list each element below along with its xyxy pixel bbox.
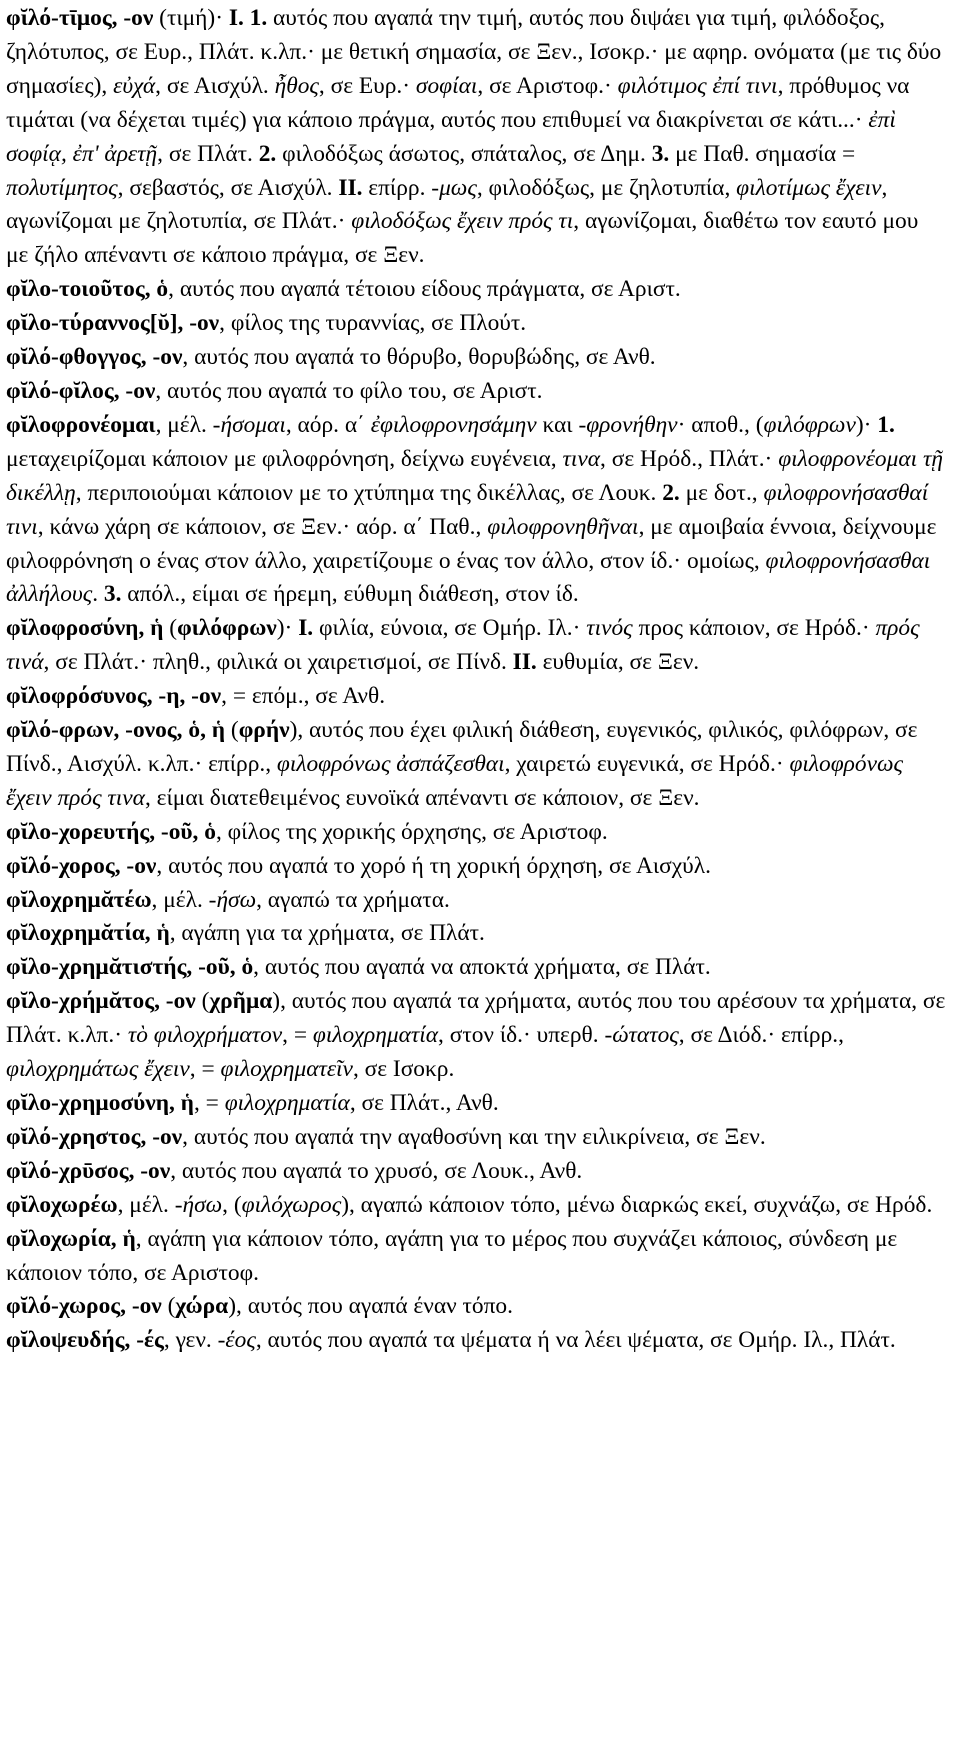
definition-text: , σε Διόδ.· επίρρ., <box>678 1022 844 1049</box>
headword-text: φῐλό-χωρος, -ον <box>6 1293 162 1320</box>
headword-text: φῐλό-φῐλος, -ον <box>6 377 156 404</box>
headword-text: φῐλοχρημᾰτέω <box>6 886 152 913</box>
headword-text: I. 1. <box>228 5 268 31</box>
definition-text: , = <box>189 1056 221 1083</box>
definition-text: . <box>92 581 104 608</box>
italic-text: -ώτατος <box>604 1022 679 1049</box>
headword-text: φῐλοχρημᾰτία, ἡ <box>6 920 170 947</box>
headword-text: φῐλοφρόσυνος, -η, -ον <box>6 683 222 710</box>
dictionary-entry <box>6 1155 946 1189</box>
definition-text: , κάνω χάρη σε κάποιον, σε Ξεν.· αόρ. α΄ Παθ., <box>37 513 488 540</box>
definition-text: , φιλοδόξως, με ζηλοτυπία, <box>476 174 737 201</box>
headword-text: φῐλοφρονέομαι <box>6 411 156 438</box>
definition-text: , ( <box>222 1191 242 1218</box>
definition-text: , σεβαστός, σε Αισχύλ. <box>117 174 339 201</box>
definition-text: , πρόθυμος να τιμάται (να δέχεται τιμές) για κάποιο πράγμα, αυτός που επιθυμεί να διακρίνεται σε κάτι...· <box>6 72 910 133</box>
dictionary-entry <box>6 1223 946 1291</box>
definition-text: , = <box>193 1090 225 1116</box>
definition-text: , σε Ευρ.· <box>318 72 416 99</box>
italic-text: -έος <box>217 1327 256 1354</box>
dictionary-entry <box>6 375 946 409</box>
definition-text: (τιμή)· <box>153 5 229 31</box>
dictionary-entry <box>6 917 946 951</box>
definition-text: , αυτός που αγαπά τα ψέματα ή να λέει ψέματα, σε Ομήρ. Ιλ., Πλάτ. <box>255 1327 896 1354</box>
definition-text: , μέλ. <box>151 886 209 913</box>
italic-text: φιλοφρονήσασθαί τινι <box>6 479 929 540</box>
dictionary-entry <box>6 680 946 714</box>
headword-text: 3. <box>651 140 670 167</box>
italic-text: ἦθος <box>274 72 319 99</box>
definition-text: και <box>536 411 579 438</box>
dictionary-entry <box>6 1087 946 1121</box>
definition-text: , φίλος της χορικής όρχησης, σε Αριστοφ. <box>215 818 608 845</box>
definition-text: , γεν. <box>163 1327 218 1354</box>
headword-text: χρῆμα <box>209 988 273 1015</box>
italic-text: -ήσω <box>208 886 257 913</box>
dictionary-entry <box>6 985 946 1087</box>
italic-text: φιλοδόξως ἔχειν πρός τι <box>351 208 574 235</box>
definition-text: ( <box>195 988 210 1015</box>
italic-text: -φρονήθην <box>578 411 678 438</box>
headword-text: φρήν <box>238 717 290 744</box>
headword-text: φῐλο-τοιοῦτος, ὁ <box>6 276 169 303</box>
dictionary-entry <box>6 612 946 680</box>
definition-text: , αγάπη για τα χρήματα, σε Πλάτ. <box>169 920 485 947</box>
italic-text: φιλοχρηματεῖν <box>220 1056 353 1083</box>
italic-text: τινός <box>586 615 633 642</box>
dictionary-entry <box>6 951 946 985</box>
dictionary-entry <box>6 1290 946 1324</box>
dictionary-entry <box>6 1189 946 1223</box>
definition-text: απόλ., είμαι σε ήρεμη, εύθυμη διάθεση, στον ίδ. <box>121 581 579 608</box>
definition-text: , σε Πλάτ.· πληθ., φιλικά οι χαιρετισμοί, σε Πίνδ. <box>43 649 513 676</box>
definition-text: , αυτός που αγαπά την αγαθοσύνη και την ειλικρίνεια, σε Ξεν. <box>182 1123 766 1150</box>
definition-text: , χαιρετώ ευγενικά, σε Ηρόδ.· <box>504 750 790 777</box>
definition-text: προς κάποιον, σε Ηρόδ.· <box>632 615 876 642</box>
definition-text: φιλία, εύνοια, σε Ομήρ. Ιλ.· <box>313 615 587 642</box>
headword-text: φῐλό-φθογγος, -ον <box>6 344 183 371</box>
headword-text: φῐλο-χρημᾰτιστής, -οῦ, ὁ <box>6 954 254 981</box>
headword-text: φῐλό-χρῡσος, -ον <box>6 1157 171 1184</box>
italic-text: φιλοφρονήσασθαι ἀλλήλους <box>6 547 931 608</box>
italic-text: φιλοφρονηθῆναι <box>487 513 639 540</box>
definition-text: , με αμοιβαία έννοια, δείχνουμε φιλοφρόνηση ο ένας στον άλλο, χαιρετίζουμε ο ένας τον άλλο, στον ίδ.· ομοίως, <box>6 513 937 574</box>
italic-text: σοφίαι <box>415 72 478 99</box>
headword-text: φῐλο-χορευτής, -οῦ, ὁ <box>6 818 216 845</box>
dictionary-entry <box>6 816 946 850</box>
headword-text: 2. <box>662 479 680 506</box>
definition-text: )· <box>855 411 878 438</box>
headword-text: 3. <box>103 581 122 608</box>
italic-text: φιλόφρων <box>763 411 856 438</box>
definition-text: , μέλ. <box>117 1191 175 1218</box>
italic-text: φιλοχρημάτως ἔχειν <box>6 1056 190 1083</box>
headword-text: φῐλοψευδής, -ές <box>6 1327 164 1354</box>
definition-text: , αυτός που αγαπά το θόρυβο, θορυβώδης, σε Ανθ. <box>182 344 656 371</box>
definition-text: , αυτός που αγαπά τέτοιου είδους πράγματα, σε Αριστ. <box>168 276 681 303</box>
italic-text: -μως <box>431 174 477 201</box>
italic-text: τὸ φιλοχρήματον <box>127 1022 283 1049</box>
italic-text: εὐχά <box>113 72 156 99</box>
italic-text: ἐφιλοφρονησάμην <box>370 411 537 438</box>
definition-text: ), αγαπώ κάποιον τόπο, μένω διαρκώς εκεί, συχνάζω, σε Ηρόδ. <box>341 1191 933 1218</box>
definition-text: , στον ίδ.· υπερθ. <box>438 1022 605 1049</box>
definition-text: , αυτός που αγαπά το χορό ή τη χορική όρχηση, σε Αισχύλ. <box>156 852 711 879</box>
definition-text: μεταχειρίζομαι κάποιον με φιλοφρόνηση, δείχνω ευγένεια, <box>6 445 563 472</box>
definition-text: , αυτός που αγαπά να αποκτά χρήματα, σε Πλάτ. <box>253 954 711 981</box>
definition-text: , αγωνίζομαι με ζηλοτυπία, σε Πλάτ.· <box>6 174 888 235</box>
dictionary-entry <box>6 2 946 273</box>
italic-text: ἐπὶ σοφίᾳ, ἐπ' ἀρετῇ <box>6 106 896 167</box>
dictionary-entry <box>6 714 946 816</box>
italic-text: φιλοτίμως ἔχειν <box>736 174 882 201</box>
italic-text: φιλοχρηματία <box>312 1022 439 1049</box>
headword-text: I. <box>298 615 314 642</box>
headword-text: χώρα <box>175 1293 229 1320</box>
dictionary-entry <box>6 1324 946 1358</box>
headword-text: φῐλοχωρία, ἡ <box>6 1225 136 1252</box>
italic-text: -ήσω <box>174 1191 223 1218</box>
definition-text: ευθυμία, σε Ξεν. <box>536 649 700 676</box>
headword-text: φῐλο-τύραννος[ῠ], -ον <box>6 310 220 337</box>
headword-text: φῐλοχωρέω <box>6 1191 118 1218</box>
definition-text: αυτός που αγαπά την τιμή, αυτός που διψάει για τιμή, φιλόδοξος, ζηλότυπος, σε Ευρ., Πλάτ. κ.λπ.· με θετική σημασία, σε Ξεν., Ισοκρ.· με αφηρ. ονόματα (με τις δύο σημασίες), <box>6 5 942 99</box>
headword-text: φῐλο-χρήμᾰτος, -ον <box>6 988 196 1015</box>
definition-text: επίρρ. <box>362 174 432 201</box>
dictionary-entry <box>6 273 946 307</box>
definition-text: φιλοδόξως άσωτος, σπάταλος, σε Δημ. <box>276 140 652 167</box>
italic-text: φιλοφρόνως ἔχειν πρός τινα <box>6 750 903 811</box>
headword-text: φιλόφρων <box>177 615 277 642</box>
headword-text: φῐλο-χρημοσύνη, ἡ <box>6 1090 194 1116</box>
dictionary-entry <box>6 307 946 341</box>
definition-text: , σε Ισοκρ. <box>352 1056 455 1083</box>
italic-text: φιλότιμος ἐπί τινι <box>617 72 778 99</box>
definition-text: , περιποιούμαι κάποιον με το χτύπημα της δικέλλας, σε Λουκ. <box>75 479 663 506</box>
headword-text: φῐλό-χορος, -ον <box>6 852 157 879</box>
definition-text: , σε Αισχύλ. <box>155 72 275 99</box>
definition-text: με Παθ. σημασία = <box>669 140 856 167</box>
definition-text: , αγάπη για κάποιον τόπο, αγάπη για το μέρος που συχνάζει κάποιος, σύνδεση με κάποιον τόπο, σε Αριστοφ. <box>6 1225 898 1286</box>
definition-text: , αγαπώ τα χρήματα. <box>256 886 450 913</box>
headword-text: φῐλό-χρηστος, -ον <box>6 1123 183 1150</box>
definition-text: )· <box>276 615 299 642</box>
dictionary-entry <box>6 850 946 884</box>
definition-text: ( <box>225 717 239 744</box>
italic-text: φιλοφρονέομαι τῇ δικέλλῃ <box>6 445 943 506</box>
dictionary-entry <box>6 884 946 918</box>
italic-text: φιλόχωρος <box>241 1191 342 1218</box>
dictionary-entry <box>6 1121 946 1155</box>
italic-text: πολυτίμητος <box>6 174 118 201</box>
definition-text: ), αυτός που αγαπά τα χρήματα, αυτός που του αρέσουν τα χρήματα, σε Πλάτ. κ.λπ.· <box>6 988 946 1049</box>
italic-text: φιλοφρόνως ἀσπάζεσθαι <box>276 750 505 777</box>
definition-text: ( <box>161 1293 176 1320</box>
definition-text: με δοτ., <box>679 479 764 506</box>
italic-text: πρός τινά <box>6 615 920 676</box>
dictionary-entry <box>6 409 946 612</box>
definition-text: , σε Πλάτ., Ανθ. <box>349 1090 499 1116</box>
definition-text: , φίλος της τυραννίας, σε Πλούτ. <box>219 310 527 337</box>
definition-text: ( <box>163 615 178 642</box>
definition-text: , αόρ. α΄ <box>285 411 371 438</box>
headword-text: φῐλό-τῑμος, -ον <box>6 5 154 31</box>
headword-text: φῐλό-φρων, -ονος, ὁ, ἡ <box>6 717 226 744</box>
definition-text: · αποθ., ( <box>677 411 764 438</box>
headword-text: 1. <box>877 411 895 438</box>
definition-text: , αυτός που αγαπά το φίλο του, σε Αριστ. <box>155 377 543 404</box>
definition-text: , σε Πλάτ. <box>157 140 259 167</box>
headword-text: II. <box>338 174 363 201</box>
definition-text: ), αυτός που αγαπά έναν τόπο. <box>228 1293 513 1320</box>
definition-text: , αυτός που αγαπά το χρυσό, σε Λουκ., Ανθ. <box>170 1157 583 1184</box>
headword-text: φῐλοφροσύνη, ἡ <box>6 615 164 642</box>
headword-text: II. <box>512 649 537 676</box>
italic-text: -ήσομαι <box>212 411 286 438</box>
dictionary-entry <box>6 341 946 375</box>
definition-text: , σε Αριστοφ.· <box>477 72 618 99</box>
italic-text: τινα <box>562 445 601 472</box>
definition-text: , = <box>282 1022 313 1049</box>
definition-text: , μέλ. <box>155 411 213 438</box>
definition-text: ), αυτός που έχει φιλική διάθεση, ευγενικός, φιλικός, φιλόφρων, σε Πίνδ., Αισχύλ. κ.λπ.· επίρρ., <box>6 717 918 777</box>
definition-text: , = επόμ., σε Ανθ. <box>221 683 386 710</box>
italic-text: φιλοχρηματία <box>224 1090 350 1116</box>
definition-text: , σε Ηρόδ., Πλάτ.· <box>600 445 779 472</box>
definition-text: , αγωνίζομαι, διαθέτω τον εαυτό μου με ζήλο απέναντι σε κάποιο πράγμα, σε Ξεν. <box>6 208 919 269</box>
definition-text: , είμαι διατεθειμένος ευνοϊκά απέναντι σε κάποιον, σε Ξεν. <box>144 784 700 811</box>
headword-text: 2. <box>258 140 277 167</box>
